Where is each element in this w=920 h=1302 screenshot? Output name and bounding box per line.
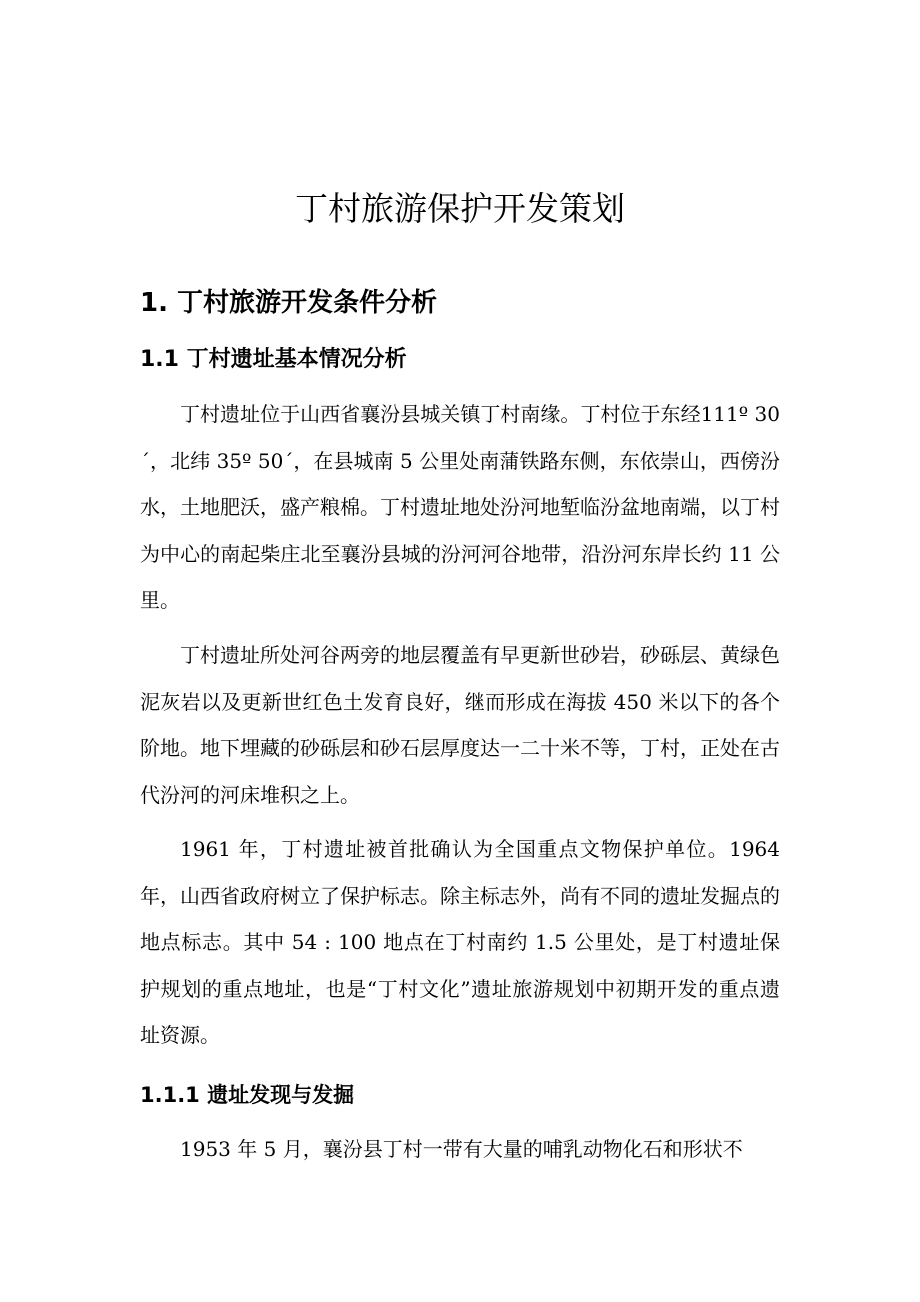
document-title: 丁村旅游保护开发策划 — [295, 189, 625, 228]
paragraph-geology: 丁村遗址所处河谷两旁的地层覆盖有早更新世砂岩，砂砾层、黄绿色泥灰岩以及更新世红色土发育良好，继而形成在海拔 450 米以下的各个阶地。地下埋藏的砂砾层和砂石层厚度达一二十米不等，丁村，正处在古代汾河的河床堆积之上。 — [140, 643, 780, 807]
section-heading-1-1-1: 1.1.1 遗址发现与发掘 — [140, 1083, 355, 1107]
paragraph-location: 丁村遗址位于山西省襄汾县城关镇丁村南缘。丁村位于东经111º 30´，北纬 35º 50´，在县城南 5 公里处南蒲铁路东侧，东依崇山，西傍汾水，土地肥沃，盛产粮棉。丁村遗址地处汾河地堑临汾盆地南端，以丁村为中心的南起柴庄北至襄汾县城的汾河河谷地带，沿汾河东岸长约 11 公里。 — [140, 402, 780, 612]
section-heading-1: 1. 丁村旅游开发条件分析 — [140, 288, 438, 318]
section-heading-1-1: 1.1 丁村遗址基本情况分析 — [140, 347, 407, 372]
paragraph-protection: 1961 年，丁村遗址被首批确认为全国重点文物保护单位。1964 年，山西省政府树立了保护标志。除主标志外，尚有不同的遗址发掘点的地点标志。其中 54 : 100 地点在丁村南约 1.5 公里处，是丁村遗址保护规划的重点地址，也是“丁村文化”遗址旅游规划中初期开发的重点遗址资源。 — [140, 837, 780, 1047]
paragraph-discovery: 1953 年 5 月，襄汾县丁村一带有大量的哺乳动物化石和形状不 — [180, 1137, 743, 1161]
